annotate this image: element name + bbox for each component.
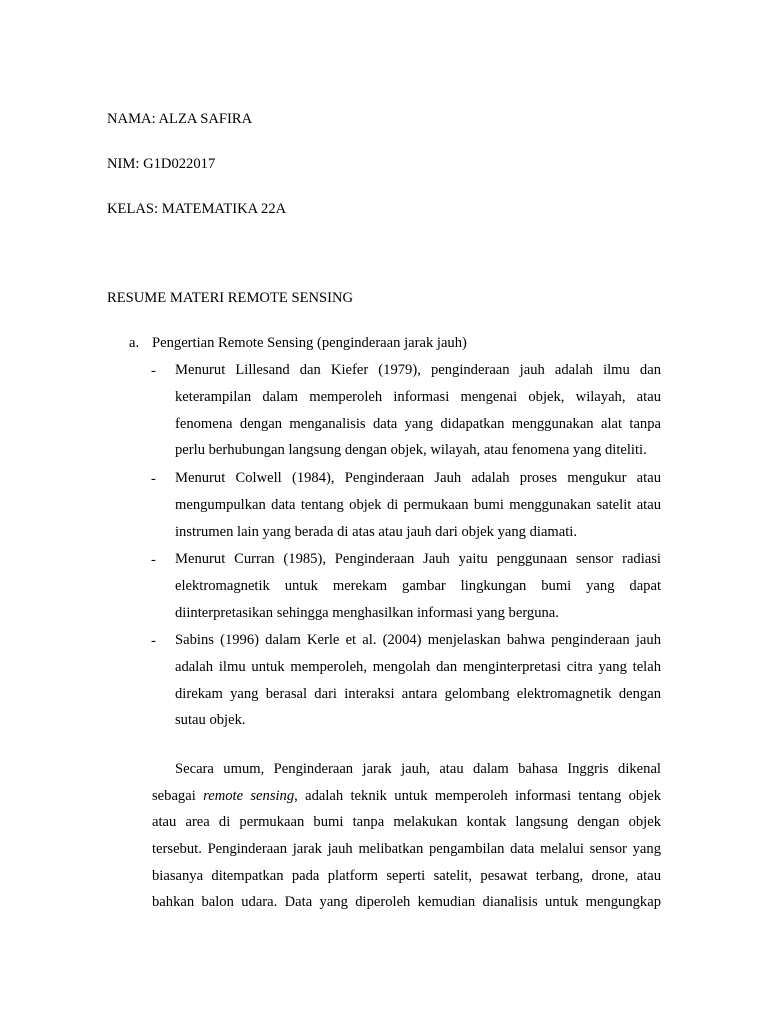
paragraph-line: atau area di permukaan bumi tanpa melakukan kontak langsung dengan objek [152,814,661,831]
bullet-line: adalah ilmu untuk memperoleh, mengolah dan menginterpretasi citra yang telah [175,658,661,675]
paragraph-line: tersebut. Penginderaan jarak jauh melibatkan pengambilan data melalui sensor yang [152,841,661,858]
paragraph-italic-term: remote sensing [203,787,295,804]
paragraph-line: Secara umum, Penginderaan jarak jauh, atau dalam bahasa Inggris dikenal [175,761,661,777]
bullet-line: perlu berhubungan langsung dengan objek, wilayah, atau fenomena yang diteliti. [175,442,647,459]
paragraph-text: sebagai [152,787,204,804]
bullet-item [175,627,661,734]
bullet-item [175,357,661,464]
paragraph-text: , adalah teknik untuk memperoleh informasi tentang objek [294,787,661,804]
student-nim: NIM: G1D022017 [107,156,216,172]
section-heading: Pengertian Remote Sensing (penginderaan jarak jauh) [152,335,467,351]
paragraph-line: biasanya ditempatkan pada platform seperti satelit, pesawat terbang, drone, atau [152,867,661,884]
bullet-line: direkam yang berasal dari interaksi antara gelombang elektromagnetik dengan [175,685,661,702]
bullet-line: instrumen lain yang berada di atas atau jauh dari objek yang diamati. [175,523,578,540]
bullet-line: Menurut Colwell (1984), Penginderaan Jauh adalah proses mengukur atau [175,470,661,486]
bullet-item [175,465,661,545]
bullet-line: Sabins (1996) dalam Kerle et al. (2004) menjelaskan bahwa penginderaan jauh [175,632,661,648]
bullet-line: Menurut Lillesand dan Kiefer (1979), penginderaan jauh adalah ilmu dan [175,362,661,378]
bullet-line: fenomena dengan menganalisis data yang didapatkan menggunakan alat tanpa [175,415,661,432]
bullet-dash: - [151,552,156,568]
paragraph-line: bahkan balon udara. Data yang diperoleh kemudian dianalisis untuk mengungkap [152,894,661,911]
bullet-line: diinterpretasikan sehingga menghasilkan informasi yang berguna. [175,604,559,621]
document-title: RESUME MATERI REMOTE SENSING [107,290,354,306]
bullet-dash: - [151,363,156,379]
body-paragraph [152,756,661,916]
bullet-line: elektromagnetik untuk merekam gambar lingkungan bumi yang dapat [175,577,661,594]
student-class: KELAS: MATEMATIKA 22A [107,201,287,217]
bullet-line: keterampilan dalam memperoleh informasi mengenai objek, wilayah, atau [175,388,661,405]
bullet-line: sutau objek. [175,712,246,729]
paragraph-line [152,783,661,810]
section-marker: a. [129,335,140,351]
bullet-item [175,546,661,626]
bullet-line: Menurut Curran (1985), Penginderaan Jauh yaitu penggunaan sensor radiasi [175,551,661,567]
bullet-dash: - [151,633,156,649]
bullet-dash: - [151,471,156,487]
bullet-line: mengumpulkan data tentang objek di permukaan bumi menggunakan satelit atau [175,496,661,513]
student-name: NAMA: ALZA SAFIRA [107,111,253,127]
